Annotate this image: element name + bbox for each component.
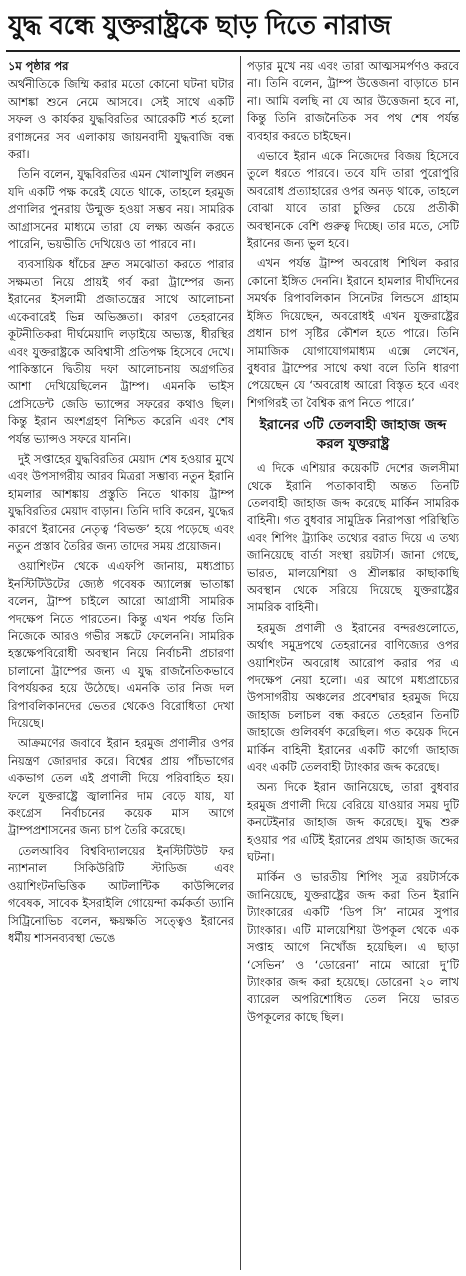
paragraph: পড়ার মুখে নয় এবং তারা আত্মসমর্পণও করবে না। তিনি বলেন, ট্রাম্প উত্তেজনা বাড়াতে চান না। আমি বলছি না যে আর উত্তেজনা হবে না, কিন্তু তিনি রাজনৈতিক সব পথ শেষ পর্যন্ত ব্যবহার করতে চাইছেন। xyxy=(247,59,459,143)
headline: যুদ্ধ বন্ধে যুক্তরাষ্ট্রকে ছাড় দিতে নারাজ xyxy=(8,11,391,41)
paragraph: ব্যবসায়িক ধাঁচের দ্রুত সমঝোতা করতে পারার সক্ষমতা নিয়ে প্রায়ই গর্ব করা ট্রাম্পের জন্য ইরানের ইসলামী প্রজাতন্ত্রের সাথে আলোচনা একেবারেই ভিন্ন অভিজ্ঞতা। কারণ তেহরানের কূটনীতিকরা দীর্ঘমেয়াদি লড়াইয়ে অভ্যস্ত, ধীরস্থির এবং যুক্তরাষ্ট্রকে অবিশ্বাসী প্রতিপক্ষ হিসেবে দেখে। পাকিস্তানে দ্বিতীয় দফা আলোচনায় অগ্রগতির আশা দেখিয়েছিলেন ট্রাম্প। এমনকি ভাইস প্রেসিডেন্ট জেডি ভ্যান্সের সফরের কথাও ছিল। কিন্তু ইরান অংশগ্রহণ নিশ্চিত করেনি এবং শেষ পর্যন্ত ভ্যান্সও সফরে যাননি। xyxy=(8,257,234,446)
paragraph: তেলআবিব বিশ্ববিদ্যালয়ের ইনস্টিটিউট ফর ন্যাশনাল সিকিউরিটি স্টাডিজ এবং ওয়াশিংটনভিত্তিক আটলান্টিক কাউন্সিলের গবেষক, সাবেক ইসরাইলি গোয়েন্দা কর্মকর্তা ড্যানি সিট্রিনোভিচ বলেন, ক্ষয়ক্ষতি সত্ত্বেও ইরানের ধর্মীয় শাসনব্যবস্থা ভেঙে xyxy=(8,843,234,945)
paragraph: দুই সপ্তাহের যুদ্ধবিরতির মেয়াদ শেষ হওয়ার মুখে এবং উপসাগরীয় আরব মিত্ররা সম্ভাব্য নতুন ইরানি হামলার আশঙ্কায় প্রস্তুতি নিতে থাকায় ট্রাম্প যুদ্ধবিরতির মেয়াদ বাড়ান। তিনি দাবি করেন, যুদ্ধের কারণে ইরানের নেতৃত্ব ‘বিভক্ত’ হয়ে পড়েছে এবং নতুন প্রস্তাব তৈরির জন্য তাদের সময় প্রয়োজন। xyxy=(8,451,234,553)
paragraph: হরমুজ প্রণালী ও ইরানের বন্দরগুলোতে, অর্থাৎ সমুদ্রপথে তেহরানের বাণিজ্যের ওপর ওয়াশিংটন অবরোধ আরোপ করার পর এ পদক্ষেপ নেয়া হলো। এর আগে মধ্যপ্রাচ্যের উপসাগরীয় অঞ্চলের প্রবেশদ্বার হরমুজ দিয়ে জাহাজ চলাচল বন্ধ করতে তেহরান তিনটি জাহাজে গুলিবর্ষণ করেছিল। গত কয়েক দিনে মার্কিন বাহিনী ইরানের একটি কার্গো জাহাজ এবং একটি তেলবাহী ট্যাংকার জব্দ করেছে। xyxy=(247,620,459,775)
right-column xyxy=(247,58,459,1272)
headline-rule xyxy=(6,50,460,52)
paragraph: এ দিকে এশিয়ার কয়েকটি দেশের জলসীমা থেকে ইরানি পতাকাবাহী অন্তত তিনটি তেলবাহী জাহাজ জব্দ করেছে মার্কিন সামরিক বাহিনী। গত বুধবার সামুদ্রিক নিরাপত্তা পরিস্থিতি এবং শিপিং ট্র্যাকিং তথ্যের বরাত দিয়ে এ তথ্য জানিয়েছে বার্তা সংস্থা রয়টার্স। জানা গেছে, ভারত, মালয়েশিয়া ও শ্রীলঙ্কার কাছাকাছি অবস্থান থেকে সরিয়ে দিয়েছে যুক্তরাষ্ট্রের সামরিক বাহিনী। xyxy=(247,461,459,615)
column-divider xyxy=(240,56,241,1270)
paragraph: এভাবে ইরান একে নিজেদের বিজয় হিসেবে তুলে ধরতে পারবে। তবে যদি তারা পুরোপুরি অবরোধ প্রত্যাহারের ওপর অনড় থাকে, তাহলে বোঝা যাবে তারা চুক্তির চেয়ে প্রতীকী অবস্থানকে বেশি গুরুত্ব দিচ্ছে। তার মতে, সেটি ইরানের জন্য ভুল হবে। xyxy=(247,149,459,251)
paragraph: অন্য দিকে ইরান জানিয়েছে, তারা বুধবার হরমুজ প্রণালী দিয়ে বেরিয়ে যাওয়ার সময় দুটি কনটেইনার জাহাজ জব্দ করেছে। যুদ্ধ শুরু হওয়ার পর এটিই ইরানের প্রথম জাহাজ জব্দের ঘটনা। xyxy=(247,780,459,865)
paragraph: তিনি বলেন, যুদ্ধবিরতির এমন খোলাখুলি লঙ্ঘন যদি একটি পক্ষ করেই যেতে থাকে, তাহলে হরমুজ প্রণালির পুনরায় উন্মুক্ত হওয়া সম্ভব নয়। সামরিক আগ্রাসনের মাধ্যমে তারা যে লক্ষ্য অর্জন করতে পারেনি, ভয়ভীতি দেখিয়েও তা পারবে না। xyxy=(8,167,234,252)
paragraph: এখন পর্যন্ত ট্রাম্প অবরোধ শিথিল করার কোনো ইঙ্গিত দেননি। ইরানে হামলার দীর্ঘদিনের সমর্থক রিপাবলিকান সিনেটর লিন্ডসে গ্রাহাম ইঙ্গিত দিয়েছেন, অবরোধই এখন যুক্তরাষ্ট্রের প্রধান চাপ সৃষ্টির কৌশল হতে পারে। তিনি সামাজিক যোগাযোগমাধ্যম এক্সে লেখেন, বুধবার ট্রাম্পের সাথে কথা বলে তিনি ধারণা পেয়েছেন যে ‘অবরোধ আরো বিস্তৃত হবে এবং শিগগিরই তা বৈশ্বিক রূপ নিতে পারে।’ xyxy=(247,256,459,410)
paragraph: ওয়াশিংটন থেকে এএফপি জানায়, মধ্যপ্রাচ্য ইনস্টিটিউটের জ্যেষ্ঠ গবেষক অ্যালেক্স ভাতাঙ্কা বলেন, ট্রাম্প চাইলে আরো আগ্রাসী সামরিক পদক্ষেপ নিতে পারতেন। কিন্তু এখন পর্যন্ত তিনি নিজেকে আরও গভীর সঙ্কটে ফেলেননি। সামরিক হস্তক্ষেপবিরোধী অবস্থান নিয়ে নির্বাচনী প্রচারণা চালানো ট্রাম্পের জন্য এ যুদ্ধ রাজনৈতিকভাবে বিপর্যয়কর হয়ে উঠেছে। এমনকি তার নিজ দল রিপাবলিকানদের ভেতর থেকেও বিরোধিতা দেখা দিয়েছে। xyxy=(8,559,234,731)
paragraph: মার্কিন ও ভারতীয় শিপিং সূত্র রয়টার্সকে জানিয়েছে, যুক্তরাষ্ট্রের জব্দ করা তিন ইরানি ট্যাংকারের একটি ‘ডিপ সি’ নামের সুপার ট্যাংকার। এটি মালয়েশিয়া উপকূল থেকে এক সপ্তাহ আগে নিখোঁজ হয়েছিল। এ ছাড়া ‘সেভিন’ ও ‘ডোরেনা’ নামে আরো দু’টি ট্যাংকার জব্দ করা হয়েছে। ডোরেনা ২০ লাখ ব্যারেল অপরিশোধিত তেল নিয়ে ভারত উপকূলের কাছে ছিল। xyxy=(247,870,459,1024)
left-column xyxy=(8,58,234,1272)
continued-from-label: ১ম পৃষ্ঠার পর xyxy=(8,59,69,73)
paragraph: আক্রমণের জবাবে ইরান হরমুজ প্রণালীর ওপর নিয়ন্ত্রণ জোরদার করে। বিশ্বের প্রায় পাঁচভাগের একভাগ তেল এই প্রণালী দিয়ে পরিবাহিত হয়। ফলে যুক্তরাষ্ট্রে জ্বালানির দাম বেড়ে যায়, যা কংগ্রেস নির্বাচনের কয়েক মাস আগে ট্রাম্পপ্রশাসনের জন্য চাপ তৈরি করেছে। xyxy=(8,736,234,838)
sub-headline: ইরানের ৩টি তেলবাহী জাহাজ জব্দ করল যুক্তরাষ্ট্র xyxy=(259,417,447,453)
paragraph: অর্থনীতিকে জিম্মি করার মতো কোনো ঘটনা ঘটার আশঙ্কা শুনে নেমে আসবে। সেই সাথে একটি সফল ও কার্যকর যুদ্ধবিরতির আরেকটি শর্ত হলো রণাঙ্গনের সব এলাকায় জায়নবাদী যুদ্ধবাজি বন্ধ করা। xyxy=(8,77,234,162)
